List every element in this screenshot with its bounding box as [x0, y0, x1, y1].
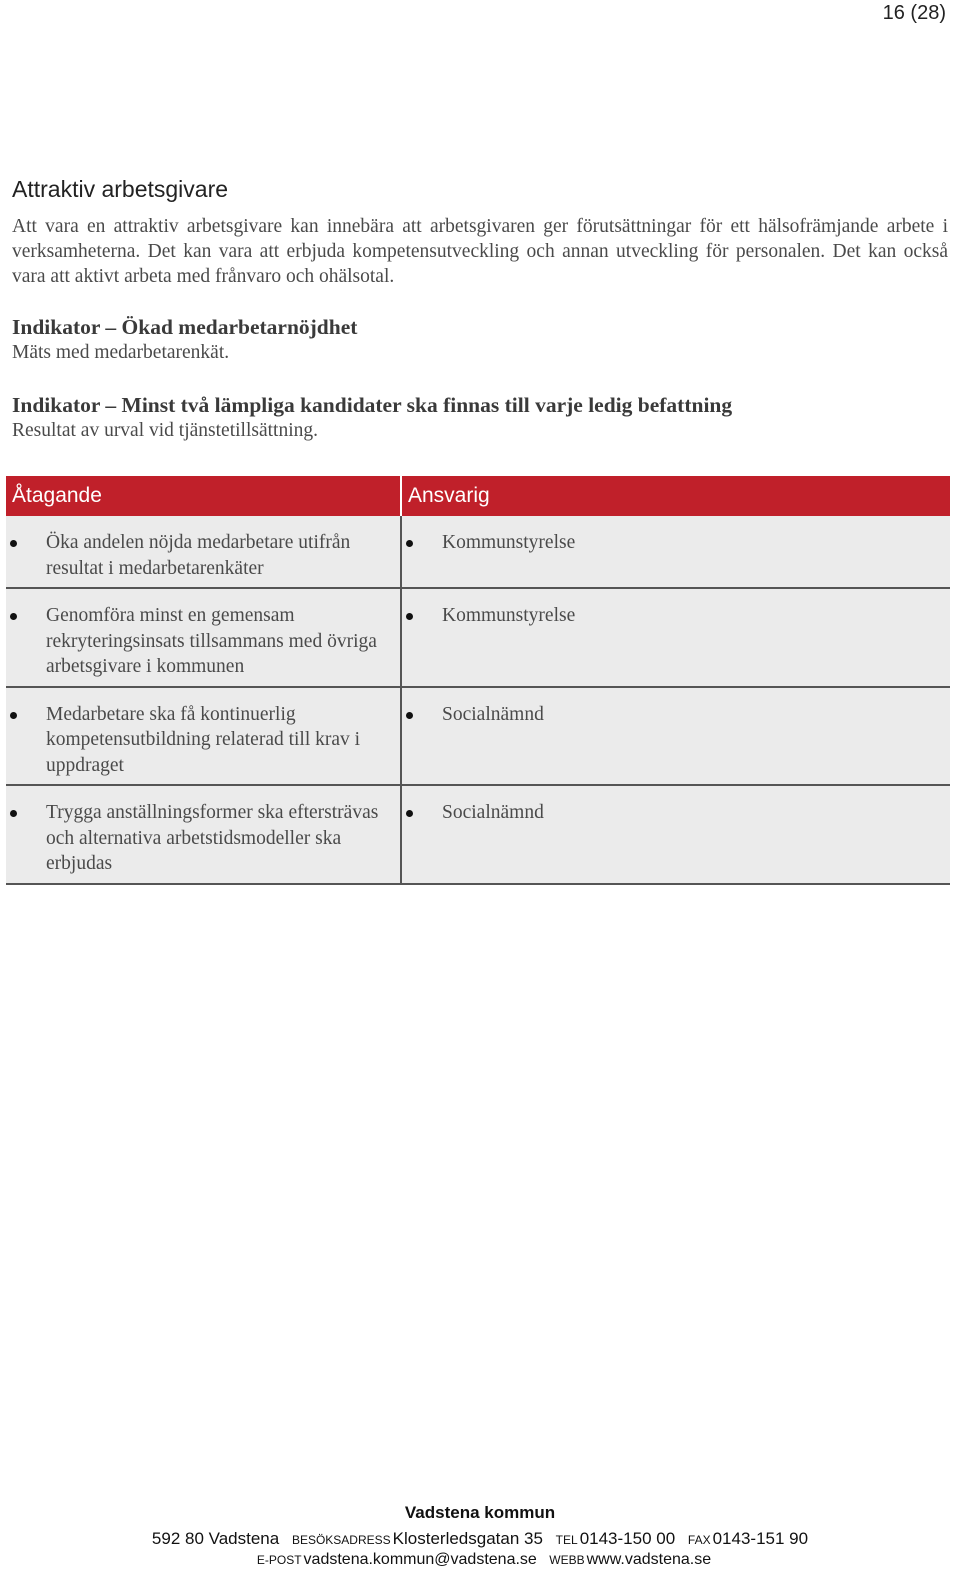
commitment-text: Medarbetare ska få kontinuerlig kompetensutbildning relaterad till krav i uppdraget	[6, 702, 390, 779]
commitment-text: Trygga anställningsformer ska eftersträvas och alternativa arbetstidsmodeller ska erbjudas	[6, 800, 390, 877]
indicator-title: Indikator – Minst två lämpliga kandidater ska finnas till varje ledig befattning	[12, 393, 733, 417]
responsible-text: Kommunstyrelse	[402, 603, 940, 629]
footer-contact-line	[0, 1551, 960, 1569]
responsible-text: Socialnämnd	[402, 800, 940, 826]
responsible-cell	[401, 687, 950, 786]
responsible-cell	[401, 588, 950, 687]
footer-org: Vadstena kommun	[404, 1503, 556, 1522]
commitment-cell	[6, 785, 401, 884]
footer-postal: 592 80 Vadstena	[151, 1529, 280, 1548]
footer-email-label: E-POST	[256, 1553, 302, 1567]
table-row	[6, 687, 950, 786]
table-row	[6, 588, 950, 687]
table-header-row	[6, 476, 950, 516]
commitments-table	[6, 476, 950, 885]
footer-web[interactable]: www.vadstena.se	[586, 1551, 712, 1568]
footer-address-line	[0, 1529, 960, 1549]
footer-visit: Klosterledsgatan 35	[392, 1529, 543, 1548]
table-row	[6, 785, 950, 884]
footer-fax-label: FAX	[687, 1533, 711, 1547]
footer-tel: 0143-150 00	[579, 1529, 676, 1548]
responsible-text: Kommunstyrelse	[402, 530, 940, 556]
footer-fax: 0143-151 90	[712, 1529, 809, 1548]
header-responsible: Ansvarig	[401, 476, 950, 516]
page-number: 16 (28)	[882, 2, 946, 24]
footer-tel-label: TEL	[555, 1533, 578, 1547]
commitment-cell	[6, 687, 401, 786]
commitment-text: Öka andelen nöjda medarbetare utifrån resultat i medarbetarenkäter	[6, 530, 390, 581]
footer-visit-label: BESÖKSADRESS	[291, 1533, 391, 1547]
section-heading: Attraktiv arbetsgivare	[12, 176, 229, 202]
indicator-description: Resultat av urval vid tjänstetillsättning.	[12, 420, 318, 441]
footer-email[interactable]: vadstena.kommun@vadstena.se	[303, 1551, 537, 1568]
intro-paragraph: Att vara en attraktiv arbetsgivare kan innebära att arbetsgivaren ger förutsättningar för ett hälsofrämjande arbete i verksamheterna. Det kan vara att erbjuda kompetensutveckling och annan utveckling för personalen. Det kan också vara att aktivt arbeta med frånvaro och ohälsotal.	[12, 216, 948, 287]
commitment-cell	[6, 516, 401, 588]
main-content	[12, 174, 948, 443]
responsible-cell	[401, 516, 950, 588]
responsible-cell	[401, 785, 950, 884]
table-row	[6, 516, 950, 588]
header-commitment: Åtagande	[6, 476, 401, 516]
footer-web-label: WEBB	[549, 1553, 585, 1567]
commitment-text: Genomföra minst en gemensam rekryteringsinsats tillsammans med övriga arbetsgivare i kommunen	[6, 603, 390, 680]
responsible-text: Socialnämnd	[402, 702, 940, 728]
commitment-cell	[6, 588, 401, 687]
indicator-description: Mäts med medarbetarenkät.	[12, 342, 230, 363]
indicator-title: Indikator – Ökad medarbetarnöjdhet	[12, 315, 358, 339]
